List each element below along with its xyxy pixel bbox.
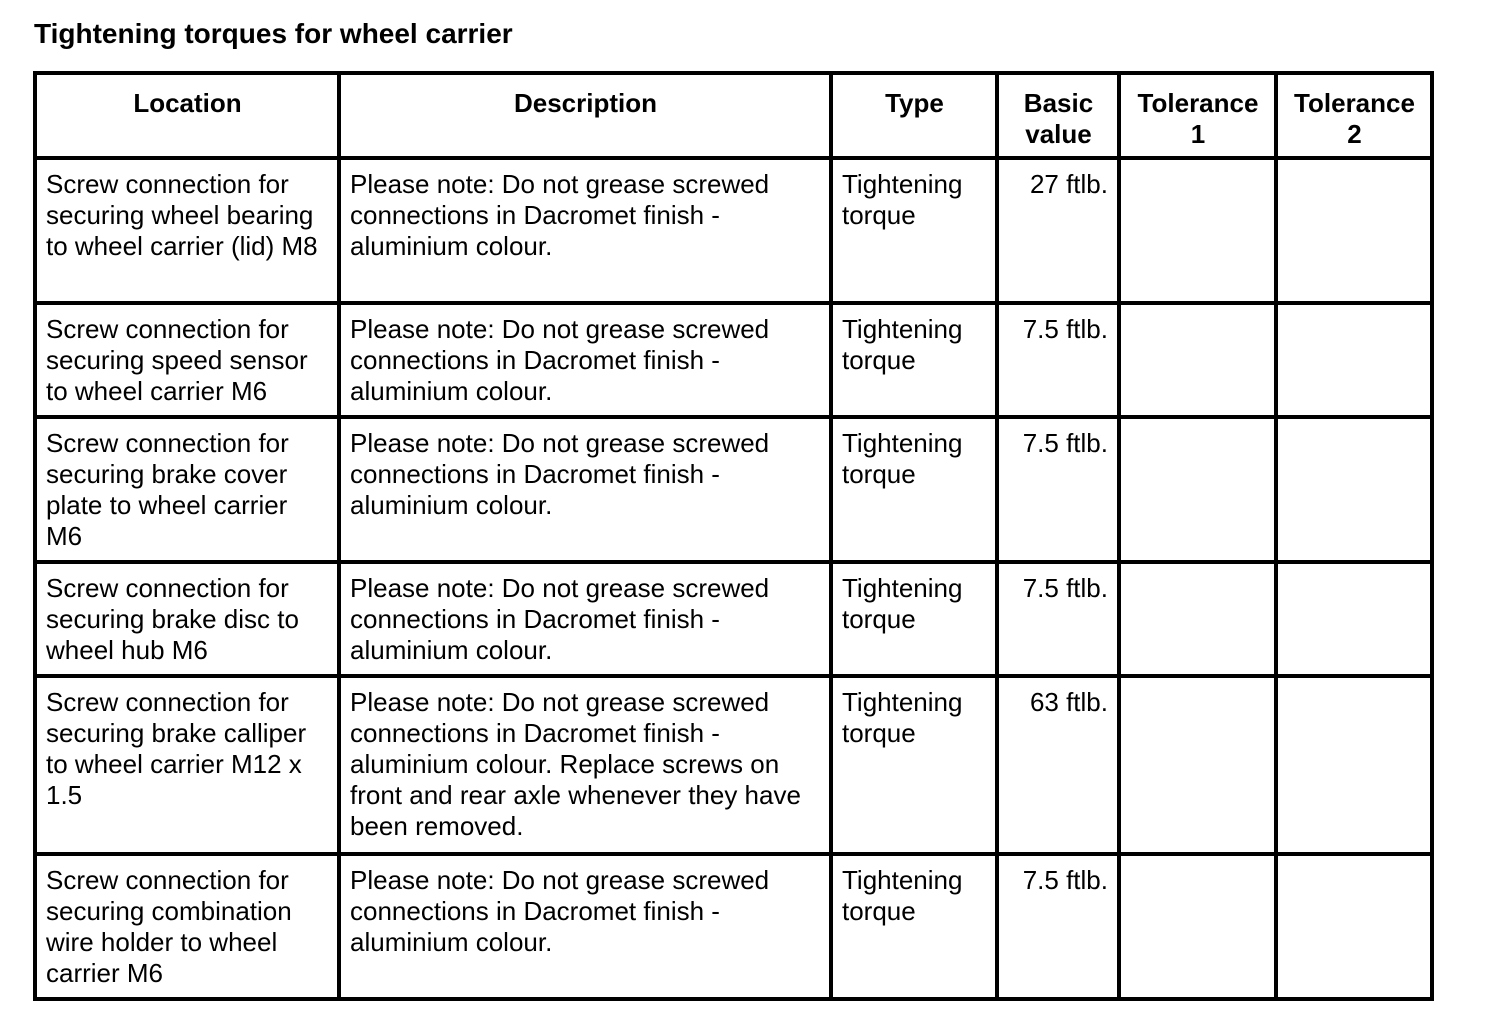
cell-description: Please note: Do not grease screwed connections in Dacromet finish - aluminium colour. — [339, 417, 831, 562]
cell-tolerance-2 — [1276, 158, 1432, 303]
cell-description: Please note: Do not grease screwed connections in Dacromet finish - aluminium colour. — [339, 303, 831, 417]
header-basic-value — [997, 73, 1119, 158]
header-tolerance-1 — [1119, 73, 1276, 158]
cell-basic-value: 7.5 ftlb. — [997, 417, 1119, 562]
header-description — [339, 73, 831, 158]
header-tolerance-2-line1: Tolerance — [1294, 88, 1415, 118]
header-type-label: Type — [885, 88, 944, 118]
cell-type: Tightening torque — [831, 562, 997, 676]
cell-tolerance-1 — [1119, 562, 1276, 676]
table-row — [35, 303, 1432, 417]
table-row — [35, 158, 1432, 303]
cell-location: Screw connection for securing combination wire holder to wheel carrier M6 — [35, 854, 339, 999]
table-header-row — [35, 73, 1432, 158]
cell-description: Please note: Do not grease screwed connections in Dacromet finish - aluminium colour. — [339, 562, 831, 676]
table-row — [35, 562, 1432, 676]
header-tolerance-1-line2: 1 — [1190, 119, 1206, 149]
header-basic-value-line2: value — [1025, 119, 1092, 149]
cell-tolerance-2 — [1276, 854, 1432, 999]
cell-type: Tightening torque — [831, 676, 997, 854]
header-location-label: Location — [133, 88, 242, 118]
cell-location: Screw connection for securing wheel bearing to wheel carrier (lid) M8 — [35, 158, 339, 303]
header-basic-value-line1: Basic — [1023, 88, 1094, 118]
cell-basic-value: 7.5 ftlb. — [997, 562, 1119, 676]
cell-location: Screw connection for securing brake cover plate to wheel carrier M6 — [35, 417, 339, 562]
cell-tolerance-2 — [1276, 303, 1432, 417]
cell-location: Screw connection for securing brake calliper to wheel carrier M12 x 1.5 — [35, 676, 339, 854]
cell-tolerance-2 — [1276, 417, 1432, 562]
cell-type: Tightening torque — [831, 158, 997, 303]
torque-table — [33, 71, 1434, 1001]
table-row — [35, 676, 1432, 854]
header-tolerance-2-line2: 2 — [1347, 119, 1362, 149]
cell-tolerance-2 — [1276, 562, 1432, 676]
cell-location: Screw connection for securing brake disc to wheel hub M6 — [35, 562, 339, 676]
page-title: Tightening torques for wheel carrier — [34, 18, 513, 49]
header-tolerance-1-line1: Tolerance — [1137, 88, 1259, 118]
cell-basic-value: 63 ftlb. — [997, 676, 1119, 854]
cell-basic-value: 7.5 ftlb. — [997, 303, 1119, 417]
cell-description: Please note: Do not grease screwed connections in Dacromet finish - aluminium colour. — [339, 854, 831, 999]
cell-description: Please note: Do not grease screwed connections in Dacromet finish - aluminium colour. — [339, 158, 831, 303]
cell-basic-value: 27 ftlb. — [997, 158, 1119, 303]
header-description-label: Description — [513, 88, 658, 118]
cell-tolerance-1 — [1119, 676, 1276, 854]
cell-type: Tightening torque — [831, 303, 997, 417]
cell-tolerance-2 — [1276, 676, 1432, 854]
cell-type: Tightening torque — [831, 417, 997, 562]
table-row — [35, 417, 1432, 562]
cell-tolerance-1 — [1119, 854, 1276, 999]
cell-tolerance-1 — [1119, 417, 1276, 562]
header-type — [831, 73, 997, 158]
header-tolerance-2 — [1276, 73, 1432, 158]
cell-tolerance-1 — [1119, 158, 1276, 303]
table-row — [35, 854, 1432, 999]
cell-type: Tightening torque — [831, 854, 997, 999]
cell-tolerance-1 — [1119, 303, 1276, 417]
header-location — [35, 73, 339, 158]
cell-basic-value: 7.5 ftlb. — [997, 854, 1119, 999]
cell-location: Screw connection for securing speed sensor to wheel carrier M6 — [35, 303, 339, 417]
cell-description: Please note: Do not grease screwed connections in Dacromet finish - aluminium colour. Replace screws on front and rear axle whenever they have been removed. — [339, 676, 831, 854]
